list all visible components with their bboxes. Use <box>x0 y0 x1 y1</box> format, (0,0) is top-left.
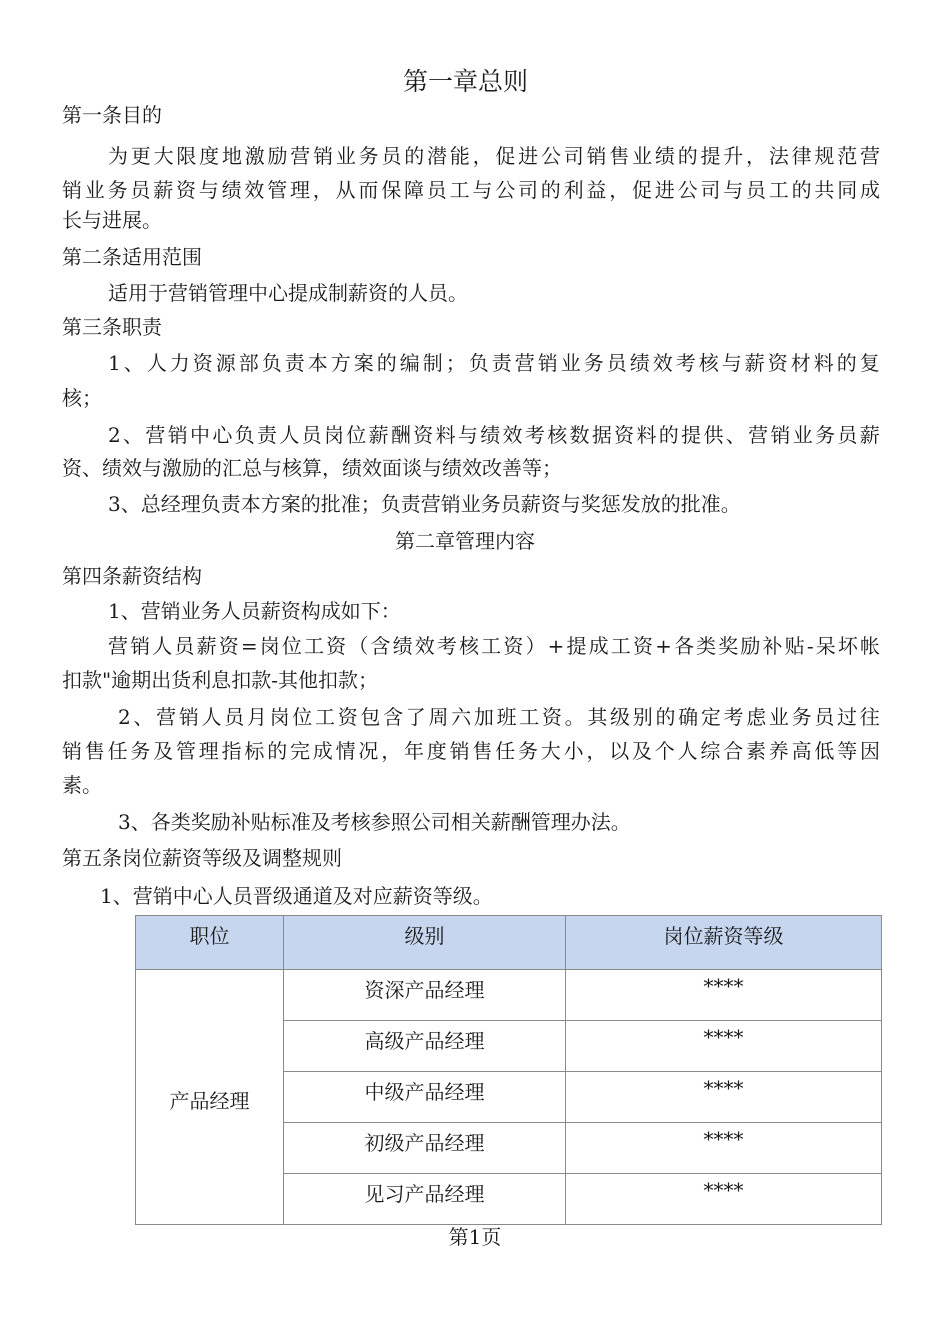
paragraph-line: 核； <box>62 386 102 410</box>
paragraph-line: 适用于营销管理中心提成制薪资的人员。 <box>108 281 468 305</box>
level-cell: 中级产品经理 <box>284 1072 566 1123</box>
grade-cell: **** <box>566 1072 882 1123</box>
paragraph-line: 销售任务及管理指标的完成情况，年度销售任务大小，以及个人综合素养高低等因 <box>62 739 883 763</box>
paragraph-line: 资、绩效与激励的汇总与核算，绩效面谈与绩效改善等； <box>62 456 562 480</box>
article-heading: 第三条职责 <box>62 315 162 339</box>
paragraph-line: 1、营销中心人员晋级通道及对应薪资等级。 <box>100 884 493 908</box>
table-row <box>136 970 882 1021</box>
paragraph-line: 素。 <box>62 773 102 797</box>
grade-cell: **** <box>566 1021 882 1072</box>
article-heading: 第二条适用范围 <box>62 245 202 269</box>
paragraph-line: 2、营销中心负责人员岗位薪酬资料与绩效考核数据资料的提供、营销业务员薪 <box>108 423 883 447</box>
grade-cell: **** <box>566 1174 882 1225</box>
paragraph-line: 销业务员薪资与绩效管理，从而保障员工与公司的利益，促进公司与员工的共同成 <box>62 178 883 202</box>
table-header-row <box>136 916 882 970</box>
column-header-position: 职位 <box>136 916 284 970</box>
level-cell: 见习产品经理 <box>284 1174 566 1225</box>
paragraph-line: 为更大限度地激励营销业务员的潜能，促进公司销售业绩的提升，法律规范营 <box>108 144 883 168</box>
column-header-level: 级别 <box>284 916 566 970</box>
column-header-grade: 岗位薪资等级 <box>566 916 882 970</box>
position-cell: 产品经理 <box>136 970 284 1225</box>
paragraph-line: 1、营销业务人员薪资构成如下： <box>108 599 401 623</box>
paragraph-line: 3、总经理负责本方案的批准；负责营销业务员薪资与奖惩发放的批准。 <box>108 492 741 516</box>
paragraph-line: 长与进展。 <box>62 208 162 232</box>
paragraph-line: 3、各类奖励补贴标准及考核参照公司相关薪酬管理办法。 <box>118 810 631 834</box>
paragraph-line: 营销人员薪资=岗位工资（含绩效考核工资）+提成工资+各类奖励补贴-呆坏帐 <box>108 634 883 658</box>
article-heading: 第四条薪资结构 <box>62 564 202 588</box>
level-cell: 初级产品经理 <box>284 1123 566 1174</box>
chapter-title: 第一章总则 <box>403 67 529 96</box>
article-heading: 第一条目的 <box>62 103 162 127</box>
level-cell: 高级产品经理 <box>284 1021 566 1072</box>
paragraph-line: 扣款"逾期出货利息扣款-其他扣款； <box>62 668 378 692</box>
level-cell: 资深产品经理 <box>284 970 566 1021</box>
paragraph-line: 2、营销人员月岗位工资包含了周六加班工资。其级别的确定考虑业务员过往 <box>118 705 883 729</box>
salary-grade-table <box>135 915 882 1225</box>
chapter-title: 第二章管理内容 <box>395 529 535 553</box>
page-number: 第1页 <box>448 1225 502 1249</box>
grade-cell: **** <box>566 1123 882 1174</box>
grade-cell: **** <box>566 970 882 1021</box>
paragraph-line: 1、人力资源部负责本方案的编制；负责营销业务员绩效考核与薪资材料的复 <box>108 351 883 375</box>
article-heading: 第五条岗位薪资等级及调整规则 <box>62 846 342 870</box>
